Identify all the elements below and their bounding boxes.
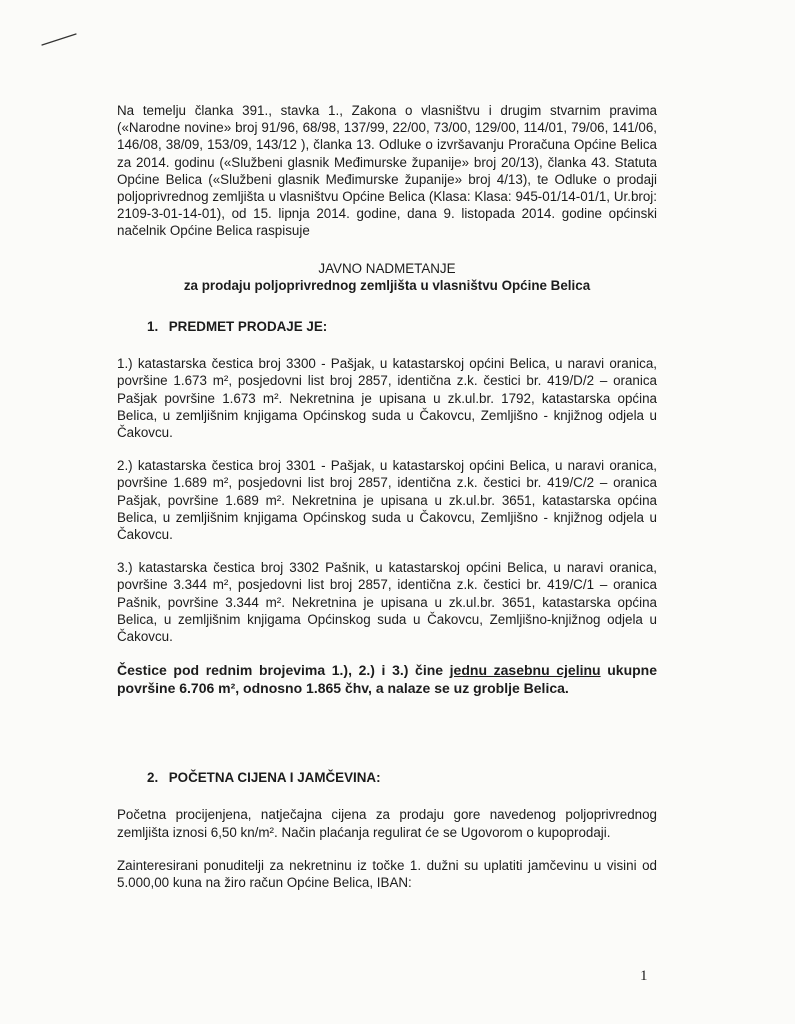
- section-2-heading: [147, 769, 657, 786]
- section-1-heading: [147, 318, 657, 335]
- summary-underlined: jednu zasebnu cjelinu: [449, 662, 601, 679]
- deposit-paragraph: Zainteresirani ponuditelji za nekretninu iz točke 1. dužni su uplatiti jamčevinu u visini od 5.000,00 kuna na žiro račun Općine Belica, IBAN:: [117, 857, 657, 891]
- parcel-item-2: 2.) katastarska čestica broj 3301 - Pašjak, u katastarskoj općini Belica, u naravi oranica, površine 1.689 m², posjedovni list broj 2857, identična z.k. čestici br. 419/C/2 – oranica Pašjak, površine 1.689 m². Nekretnina je upisana u zk.ul.br. 3651, katastarska općina Belica, u zemljišnim knjigama Općinskog suda u Čakovcu, Zemljišno - knjižnog odjela u Čakovcu.: [117, 458, 657, 543]
- pen-stroke-mark: [40, 30, 80, 50]
- parcel-item-3: 3.) katastarska čestica broj 3302 Pašnik, u katastarskoj općini Belica, u naravi oranica, površine 3.344 m², posjedovni list broj 2857, identična z.k. čestici br. 419/C/1 – oranica Pašnik, površine 3.344 m². Nekretnina je upisana u zk.ul.br. 3651, katastarska općina Belica, u zemljišnim knjigama Općinskog suda u Čakovcu, Zemljišno-knjižnog odjela u Čakovcu.: [117, 560, 657, 645]
- section-1-title: PREDMET PRODAJE JE:: [168, 319, 328, 335]
- document-title: [117, 260, 657, 294]
- summary-text-start: Čestice pod rednim brojevima 1.), 2.) i 3.) čine: [117, 662, 450, 679]
- summary-text-end: ukupne površine 6.706 m², odnosno 1.865 čhv, a nalaze se uz groblje Belica.: [117, 662, 658, 697]
- page-number: 1: [640, 968, 648, 984]
- intro-paragraph: Na temelju članka 391., stavka 1., Zakona o vlasništvu i drugim stvarnim pravima («Narodne novine» broj 91/96, 68/98, 137/99, 22/00, 73/00, 129/00, 114/01, 79/06, 141/06, 146/08, 38/09, 153/09, 143/12 ), članka 13. Odluke o izvršavanju Proračuna Općine Belica za 2014. godinu («Službeni glasnik Međimurske županije» broj 20/13), članka 43. Statuta Općine Belica («Službeni glasnik Međimurske županije» broj 4/13), te Odluke o prodaji poljoprivrednog zemljišta u vlasništvu Općine Belica (Klasa: Klasa: 945-01/14-01/1, Ur.broj: 2109-3-01-14-01), od 15. lipnja 2014. godine, dana 9. listopada 2014. godine općinski načelnik Općine Belica raspisuje: [117, 103, 657, 239]
- document-body: [117, 102, 657, 907]
- section-1-number: 1.: [147, 319, 159, 335]
- parcels-summary: [117, 661, 657, 697]
- section-2-title: POČETNA CIJENA I JAMČEVINA:: [168, 770, 381, 786]
- title-line-2: za prodaju poljoprivrednog zemljišta u vlasništvu Općine Belica: [183, 277, 591, 293]
- parcel-item-1: 1.) katastarska čestica broj 3300 - Pašjak, u katastarskoj općini Belica, u naravi oranica, površine 1.673 m², posjedovni list broj 2857, identična z.k. čestici br. 419/D/2 – oranica Pašjak površine 1.673 m². Nekretnina je upisana u zk.ul.br. 1792, katastarska općina Belica, u zemljišnim knjigama Općinskog suda u Čakovcu, Zemljišno - knjižnog odjela u Čakovcu.: [117, 356, 657, 441]
- section-2-number: 2.: [147, 770, 159, 786]
- title-line-1: JAVNO NADMETANJE: [318, 260, 456, 276]
- price-paragraph: Početna procijenjena, natječajna cijena za prodaju gore navedenog poljoprivrednog zemljišta iznosi 6,50 kn/m². Način plaćanja regulirat će se Ugovorom o kupoprodaji.: [117, 807, 657, 840]
